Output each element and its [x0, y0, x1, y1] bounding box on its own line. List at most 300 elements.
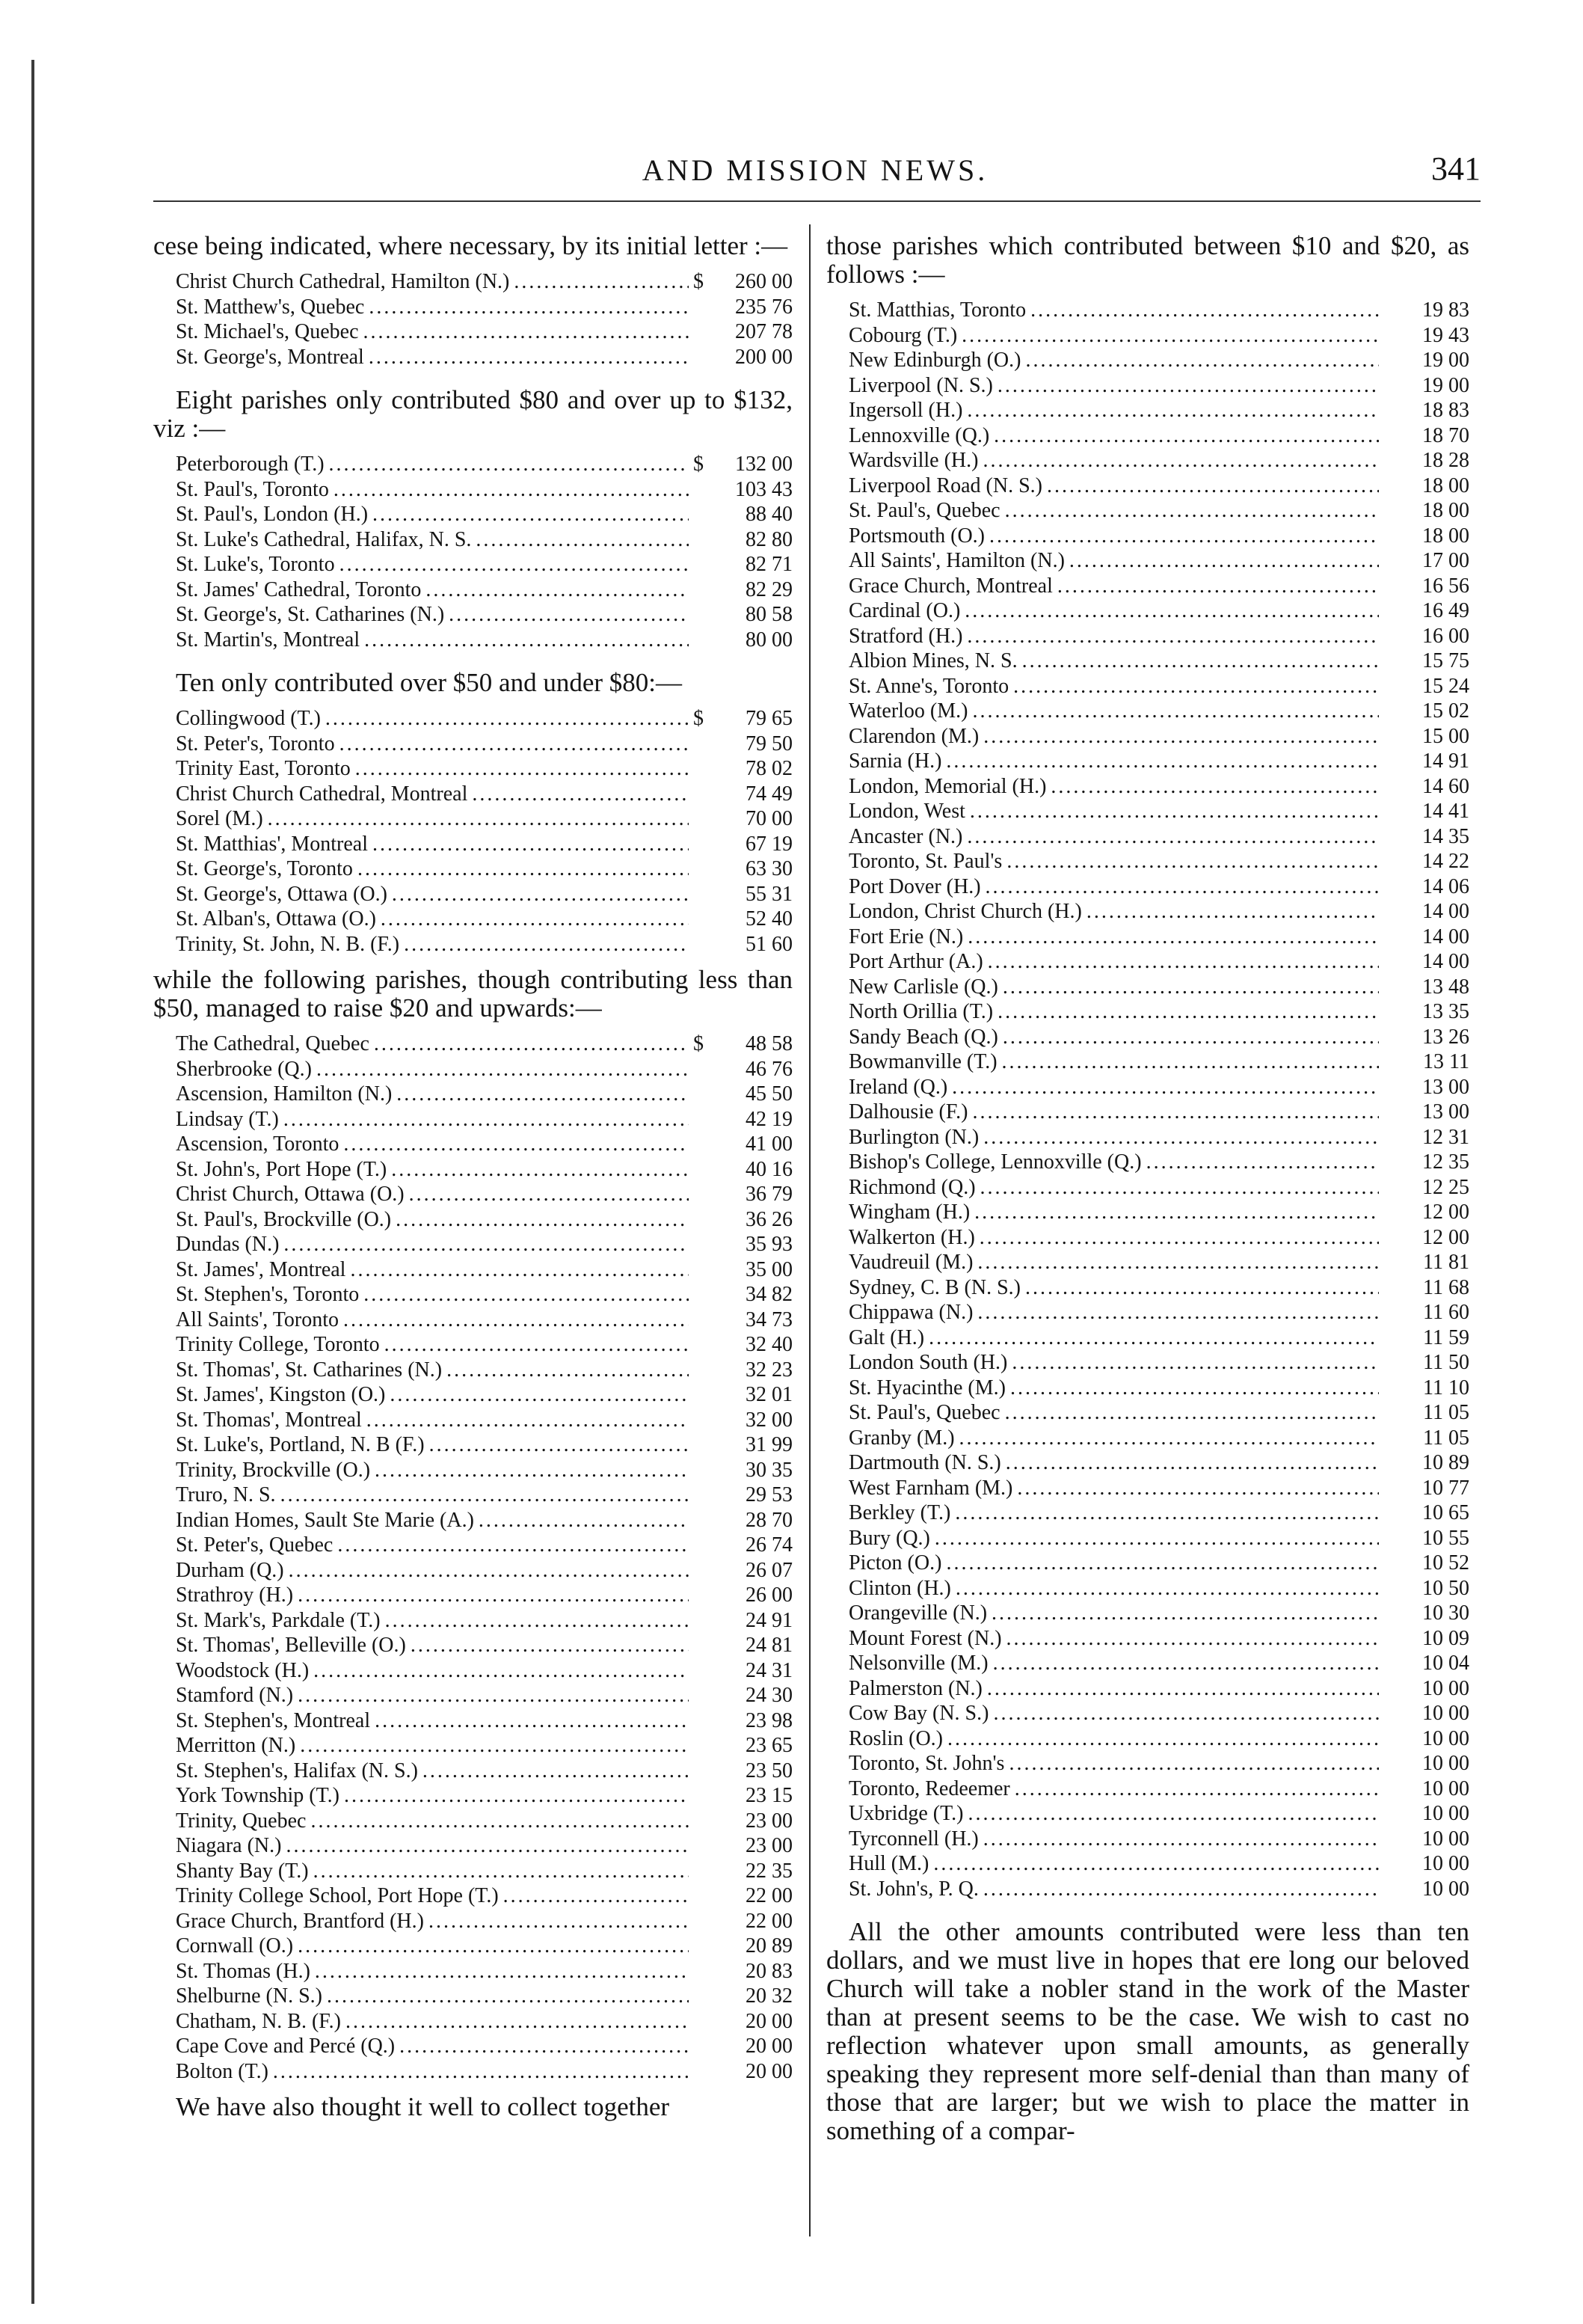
dot-leader — [1030, 298, 1379, 323]
amount: 13 48 — [1422, 975, 1469, 999]
parish-name: Cow Bay (N. S.) — [849, 1702, 989, 1725]
page-header — [150, 150, 1481, 194]
amount: 11 81 — [1423, 1251, 1469, 1274]
dot-leader — [980, 1175, 1379, 1201]
amount: 10 04 — [1422, 1652, 1469, 1675]
list-item — [826, 975, 1469, 1000]
list-item — [153, 628, 793, 653]
parish-name: St. George's, Montreal — [176, 345, 364, 369]
dollar-sign — [693, 1432, 707, 1458]
list-item — [153, 1132, 793, 1157]
dollar-sign — [693, 1408, 707, 1433]
amount: 14 35 — [1422, 824, 1469, 848]
parish-name: Dalhousie (F.) — [849, 1100, 968, 1123]
list-item — [826, 323, 1469, 349]
list-item — [826, 925, 1469, 950]
parish-name: Chippawa (N.) — [849, 1301, 974, 1324]
amount: 16 49 — [1422, 599, 1469, 622]
amount: 14 00 — [1422, 900, 1469, 923]
parish-name: St. Paul's, Quebec — [849, 1401, 1000, 1424]
dollar-sign: $ — [693, 707, 704, 730]
list-item — [153, 832, 793, 857]
dot-leader — [962, 323, 1379, 349]
list-item — [153, 1883, 793, 1909]
amount: 10 00 — [1422, 1776, 1469, 1800]
dot-leader — [968, 1801, 1379, 1827]
list-item — [153, 345, 793, 370]
list-item — [826, 448, 1469, 473]
list-item — [826, 1325, 1469, 1351]
dot-leader — [946, 1551, 1379, 1576]
parish-name: Orangeville (N.) — [849, 1601, 988, 1625]
dot-leader — [343, 1132, 689, 1157]
list-item — [826, 598, 1469, 624]
dot-leader — [428, 1909, 689, 1934]
parish-name: St. Stephen's, Montreal — [176, 1708, 371, 1732]
amount: 103 43 — [735, 477, 793, 501]
list-item — [153, 1809, 793, 1834]
dot-leader — [993, 1701, 1379, 1726]
dot-leader — [369, 295, 689, 320]
list-item — [153, 1257, 793, 1283]
list-item — [826, 398, 1469, 423]
parish-name: St. Peter's, Toronto — [176, 732, 335, 755]
dot-leader — [1017, 1476, 1379, 1501]
dot-leader — [409, 1182, 689, 1207]
parish-name: St. Luke's, Portland, N. B (F.) — [176, 1433, 425, 1456]
parish-name: Ascension, Hamilton (N.) — [176, 1082, 393, 1106]
amount: 207 78 — [735, 320, 793, 343]
list-item — [153, 806, 793, 832]
parish-name: Port Dover (H.) — [849, 874, 981, 898]
dot-leader — [390, 1382, 689, 1408]
dot-leader — [327, 1984, 689, 2009]
dot-leader — [425, 577, 689, 603]
list-item — [153, 1733, 793, 1759]
dollar-sign — [693, 552, 707, 577]
parish-name: Ingersoll (H.) — [849, 399, 963, 422]
dot-leader — [329, 452, 689, 477]
amount: 35 93 — [746, 1233, 793, 1256]
dot-leader — [1025, 348, 1379, 373]
amount: 70 00 — [746, 807, 793, 830]
list-item — [826, 1100, 1469, 1125]
dot-leader — [273, 2059, 689, 2085]
dollar-sign — [693, 1132, 707, 1157]
parish-name: Mount Forest (N.) — [849, 1626, 1002, 1650]
list-item — [153, 1558, 793, 1583]
amount: 45 50 — [746, 1082, 793, 1106]
dot-leader — [1006, 1450, 1379, 1476]
dot-leader — [313, 1859, 689, 1884]
dollar-sign — [693, 1909, 707, 1934]
parish-name: St. Alban's, Ottawa (O.) — [176, 907, 376, 930]
amount: 13 35 — [1422, 1000, 1469, 1023]
dollar-sign — [693, 1759, 707, 1784]
parish-name: St. George's, Toronto — [176, 857, 353, 880]
list-item — [153, 2059, 793, 2085]
list-item — [153, 1382, 793, 1408]
dot-leader — [429, 1432, 689, 1458]
amount: 16 00 — [1422, 624, 1469, 648]
dot-leader — [998, 999, 1379, 1025]
list-item — [826, 899, 1469, 925]
dot-leader — [372, 502, 689, 527]
parish-name: Grace Church, Montreal — [849, 574, 1053, 598]
list-item — [826, 1851, 1469, 1877]
list-50-to-80 — [153, 706, 793, 957]
amount: 11 10 — [1423, 1376, 1469, 1399]
dollar-sign — [693, 806, 707, 832]
amount: 32 40 — [746, 1333, 793, 1356]
dot-leader — [952, 1075, 1379, 1100]
dot-leader — [955, 1500, 1379, 1526]
list-item — [826, 749, 1469, 774]
dot-leader — [310, 1809, 689, 1834]
dot-leader — [1012, 1350, 1379, 1376]
dot-leader — [967, 624, 1379, 649]
amount: 26 07 — [746, 1558, 793, 1582]
dot-leader — [411, 1633, 689, 1658]
amount: 235 76 — [735, 295, 793, 319]
parish-name: All Saints', Hamilton (N.) — [849, 549, 1065, 572]
parish-name: Dundas (N.) — [176, 1233, 280, 1256]
list-item — [153, 1984, 793, 2009]
amount: 51 60 — [746, 932, 793, 956]
dot-leader — [350, 1257, 689, 1283]
amount: 11 68 — [1423, 1275, 1469, 1299]
parish-name: Nelsonville (M.) — [849, 1652, 989, 1675]
list-item — [153, 856, 793, 882]
amount: 35 00 — [746, 1257, 793, 1281]
amount: 23 98 — [746, 1708, 793, 1732]
dollar-sign — [693, 1608, 707, 1634]
list-item — [826, 1726, 1469, 1752]
amount: 23 65 — [746, 1734, 793, 1757]
parish-name: West Farnham (M.) — [849, 1476, 1013, 1500]
dollar-sign — [693, 477, 707, 503]
parish-name: St. Stephen's, Toronto — [176, 1283, 360, 1306]
dot-leader — [1022, 649, 1379, 674]
amount: 18 70 — [1422, 423, 1469, 447]
amount: 13 11 — [1423, 1050, 1469, 1073]
list-item — [826, 724, 1469, 749]
dot-leader — [986, 874, 1379, 900]
parish-name: St. James', Montreal — [176, 1257, 346, 1281]
dollar-sign — [693, 1207, 707, 1233]
right-intro: those parishes which contributed between $10 and $20, as follows :— — [826, 231, 1469, 289]
parish-name: St. Thomas', St. Catharines (N.) — [176, 1358, 443, 1382]
amount: 26 00 — [746, 1583, 793, 1607]
parish-name: Liverpool Road (N. S.) — [849, 473, 1042, 497]
dot-leader — [1005, 498, 1379, 524]
parish-name: Dartmouth (N. S.) — [849, 1451, 1001, 1474]
amount: 36 26 — [746, 1207, 793, 1231]
amount: 82 80 — [746, 527, 793, 551]
amount: 34 82 — [746, 1283, 793, 1306]
dollar-sign — [693, 502, 707, 527]
amount: 13 00 — [1422, 1100, 1469, 1123]
dollar-sign — [693, 1533, 707, 1558]
amount: 22 00 — [746, 1909, 793, 1933]
amount: 26 74 — [746, 1533, 793, 1557]
list-item — [153, 1683, 793, 1708]
dot-leader — [298, 1934, 689, 1959]
right-column — [826, 232, 1469, 2145]
amount: 14 06 — [1422, 874, 1469, 898]
amount: 18 00 — [1422, 524, 1469, 548]
dollar-sign — [693, 1708, 707, 1734]
list-item — [826, 1400, 1469, 1426]
list-item — [153, 295, 793, 320]
amount: 80 00 — [746, 628, 793, 651]
dollar-sign — [693, 1082, 707, 1107]
list-item — [153, 1608, 793, 1634]
list-item — [153, 1082, 793, 1107]
amount: 14 00 — [1422, 925, 1469, 948]
list-item — [153, 756, 793, 782]
parish-name: Truro, N. S. — [176, 1483, 276, 1506]
parish-name: Trinity College School, Port Hope (T.) — [176, 1884, 499, 1907]
dot-leader — [1003, 1025, 1379, 1050]
list-item — [826, 298, 1469, 323]
parish-name: St. Paul's, Quebec — [849, 499, 1000, 522]
dot-leader — [333, 477, 689, 503]
list-item — [826, 1426, 1469, 1451]
dot-leader — [345, 2009, 689, 2035]
amount: 63 30 — [746, 857, 793, 880]
parish-name: St. Matthias', Montreal — [176, 832, 369, 856]
list-item — [153, 2034, 793, 2059]
parish-name: Durham (Q.) — [176, 1558, 284, 1582]
dollar-sign — [693, 1883, 707, 1909]
amount: 10 00 — [1422, 1877, 1469, 1901]
dot-leader — [959, 1426, 1379, 1451]
parish-name: Stratford (H.) — [849, 624, 963, 648]
dot-leader — [1025, 1275, 1379, 1301]
amount: 19 83 — [1422, 298, 1469, 322]
list-item — [826, 1350, 1469, 1376]
parish-name: Cornwall (O.) — [176, 1934, 294, 1957]
dot-leader — [970, 799, 1379, 824]
amount: 20 00 — [746, 2009, 793, 2033]
para-ten-parishes: Ten only contributed over $50 and under $80:— — [176, 668, 682, 697]
amount: 23 15 — [746, 1784, 793, 1807]
dot-leader — [396, 1082, 689, 1107]
dollar-sign — [693, 756, 707, 782]
parish-name: Tyrconnell (H.) — [849, 1827, 979, 1851]
dollar-sign — [693, 732, 707, 757]
dot-leader — [977, 1300, 1379, 1325]
list-item — [826, 1676, 1469, 1702]
list-item — [826, 1551, 1469, 1576]
list-item — [826, 1576, 1469, 1601]
dot-leader — [375, 1708, 689, 1734]
amount: 29 53 — [746, 1483, 793, 1506]
amount: 13 26 — [1422, 1025, 1469, 1049]
dollar-sign — [693, 782, 707, 807]
list-item — [153, 1432, 793, 1458]
amount: 23 00 — [746, 1834, 793, 1857]
dot-leader — [983, 1827, 1379, 1852]
amount: 46 76 — [746, 1057, 793, 1081]
dot-leader — [988, 949, 1379, 975]
dot-leader — [514, 269, 689, 295]
dollar-sign — [693, 1107, 707, 1132]
left-column — [153, 232, 793, 2121]
dot-leader — [298, 1583, 689, 1608]
dot-leader — [286, 1833, 689, 1859]
dot-leader — [300, 1733, 689, 1759]
dot-leader — [391, 1157, 689, 1183]
dollar-sign — [693, 1307, 707, 1333]
parish-name: Toronto, St. Paul's — [849, 850, 1003, 873]
dot-leader — [935, 1526, 1379, 1551]
amount: 74 49 — [746, 782, 793, 806]
para-following-parishes: while the following parishes, though contributing less than $50, managed to raise $20 and upwards:— — [153, 965, 793, 1023]
amount: 41 00 — [746, 1132, 793, 1156]
amount: 80 58 — [746, 603, 793, 626]
amount: 13 00 — [1422, 1075, 1469, 1099]
dot-leader — [364, 628, 689, 653]
amount: 22 00 — [746, 1884, 793, 1907]
dot-leader — [1003, 975, 1379, 1000]
dollar-sign — [693, 2059, 707, 2085]
parish-name: Uxbridge (T.) — [849, 1802, 964, 1825]
list-item — [153, 1533, 793, 1558]
amount: 132 00 — [735, 453, 793, 476]
dollar-sign — [693, 1232, 707, 1257]
list-item — [153, 269, 793, 295]
dot-leader — [385, 1608, 689, 1634]
amount: 20 89 — [746, 1934, 793, 1957]
parish-name: Christ Church Cathedral, Hamilton (N.) — [176, 270, 510, 293]
dot-leader — [374, 1031, 689, 1057]
parish-name: Clinton (H.) — [849, 1576, 951, 1600]
dot-leader — [987, 1676, 1379, 1702]
list-item — [826, 824, 1469, 850]
amount: 14 00 — [1422, 950, 1469, 973]
list-item — [153, 1207, 793, 1233]
amount: 10 00 — [1422, 1752, 1469, 1775]
list-item — [153, 907, 793, 932]
dot-leader — [344, 1783, 689, 1809]
parish-name: Sarnia (H.) — [849, 749, 942, 773]
dot-leader — [1047, 473, 1379, 499]
parish-name: York Township (T.) — [176, 1784, 339, 1807]
parish-name: Burlington (N.) — [849, 1125, 980, 1149]
list-item — [153, 1057, 793, 1082]
amount: 34 73 — [746, 1307, 793, 1331]
amount: 17 00 — [1422, 549, 1469, 572]
amount: 10 00 — [1422, 1852, 1469, 1875]
amount: 48 58 — [746, 1032, 793, 1055]
list-item — [826, 774, 1469, 800]
dot-leader — [994, 423, 1379, 449]
dot-leader — [366, 1408, 689, 1433]
dot-leader — [280, 1483, 689, 1508]
dot-leader — [339, 732, 689, 757]
list-item — [153, 577, 793, 603]
amount: 15 00 — [1422, 724, 1469, 748]
parish-name: Ancaster (N.) — [849, 824, 963, 848]
parish-name: Shelburne (N. S.) — [176, 1984, 322, 2008]
parish-name: Ireland (Q.) — [849, 1075, 948, 1099]
amount: 10 09 — [1422, 1626, 1469, 1650]
amount: 10 50 — [1422, 1576, 1469, 1600]
parish-name: St. Paul's, Brockville (O.) — [176, 1207, 392, 1231]
amount: 12 00 — [1422, 1201, 1469, 1224]
dot-leader — [384, 1332, 689, 1358]
list-item — [826, 1175, 1469, 1201]
amount: 15 75 — [1422, 649, 1469, 672]
dot-leader — [993, 1651, 1379, 1676]
amount: 24 31 — [746, 1658, 793, 1682]
dot-leader — [313, 1658, 689, 1684]
dollar-sign — [693, 295, 707, 320]
parish-name: Granby (M.) — [849, 1426, 955, 1450]
amount: 18 28 — [1422, 449, 1469, 472]
parish-name: London, Christ Church (H.) — [849, 900, 1082, 923]
dollar-sign — [693, 577, 707, 603]
amount: 14 91 — [1422, 749, 1469, 773]
parish-name: Cobourg (T.) — [849, 323, 958, 347]
list-item — [153, 1759, 793, 1784]
list-item — [153, 1859, 793, 1884]
amount: 78 02 — [746, 757, 793, 780]
amount: 20 00 — [746, 2059, 793, 2083]
parish-name: St. Luke's, Toronto — [176, 553, 335, 576]
dot-leader — [977, 1250, 1379, 1275]
list-item — [153, 1107, 793, 1132]
amount: 15 24 — [1422, 674, 1469, 698]
dollar-sign — [693, 932, 707, 957]
page-number: 341 — [1431, 150, 1481, 187]
amount: 40 16 — [746, 1157, 793, 1181]
list-item — [826, 1500, 1469, 1526]
list-item — [826, 999, 1469, 1025]
dot-leader — [956, 1576, 1379, 1601]
list-item — [153, 319, 793, 345]
parish-name: Sandy Beach (Q.) — [849, 1025, 998, 1049]
parish-name: St. Luke's Cathedral, Halifax, N. S. — [176, 527, 472, 551]
amount: 20 83 — [746, 1959, 793, 1983]
amount: 14 60 — [1422, 774, 1469, 798]
parish-name: Peterborough (T.) — [176, 453, 325, 476]
parish-name: St. Peter's, Quebec — [176, 1533, 333, 1557]
dot-leader — [283, 1232, 689, 1257]
amount: 88 40 — [746, 503, 793, 526]
dot-leader — [1015, 1776, 1379, 1802]
parish-name: St. Martin's, Montreal — [176, 628, 360, 651]
amount: 23 00 — [746, 1809, 793, 1833]
parish-name: Bolton (T.) — [176, 2059, 268, 2083]
amount: 67 19 — [746, 832, 793, 856]
dollar-sign — [693, 882, 707, 907]
list-item — [826, 1751, 1469, 1776]
list-item — [826, 674, 1469, 699]
dollar-sign — [693, 1833, 707, 1859]
dot-leader — [343, 1307, 689, 1333]
dollar-sign — [693, 1382, 707, 1408]
parish-name: London, West — [849, 800, 965, 823]
amount: 79 50 — [746, 732, 793, 755]
list-item — [826, 1225, 1469, 1251]
dollar-sign: $ — [693, 270, 704, 293]
dot-leader — [357, 856, 689, 882]
list-item — [826, 373, 1469, 399]
parish-name: St. Matthew's, Quebec — [176, 295, 365, 319]
